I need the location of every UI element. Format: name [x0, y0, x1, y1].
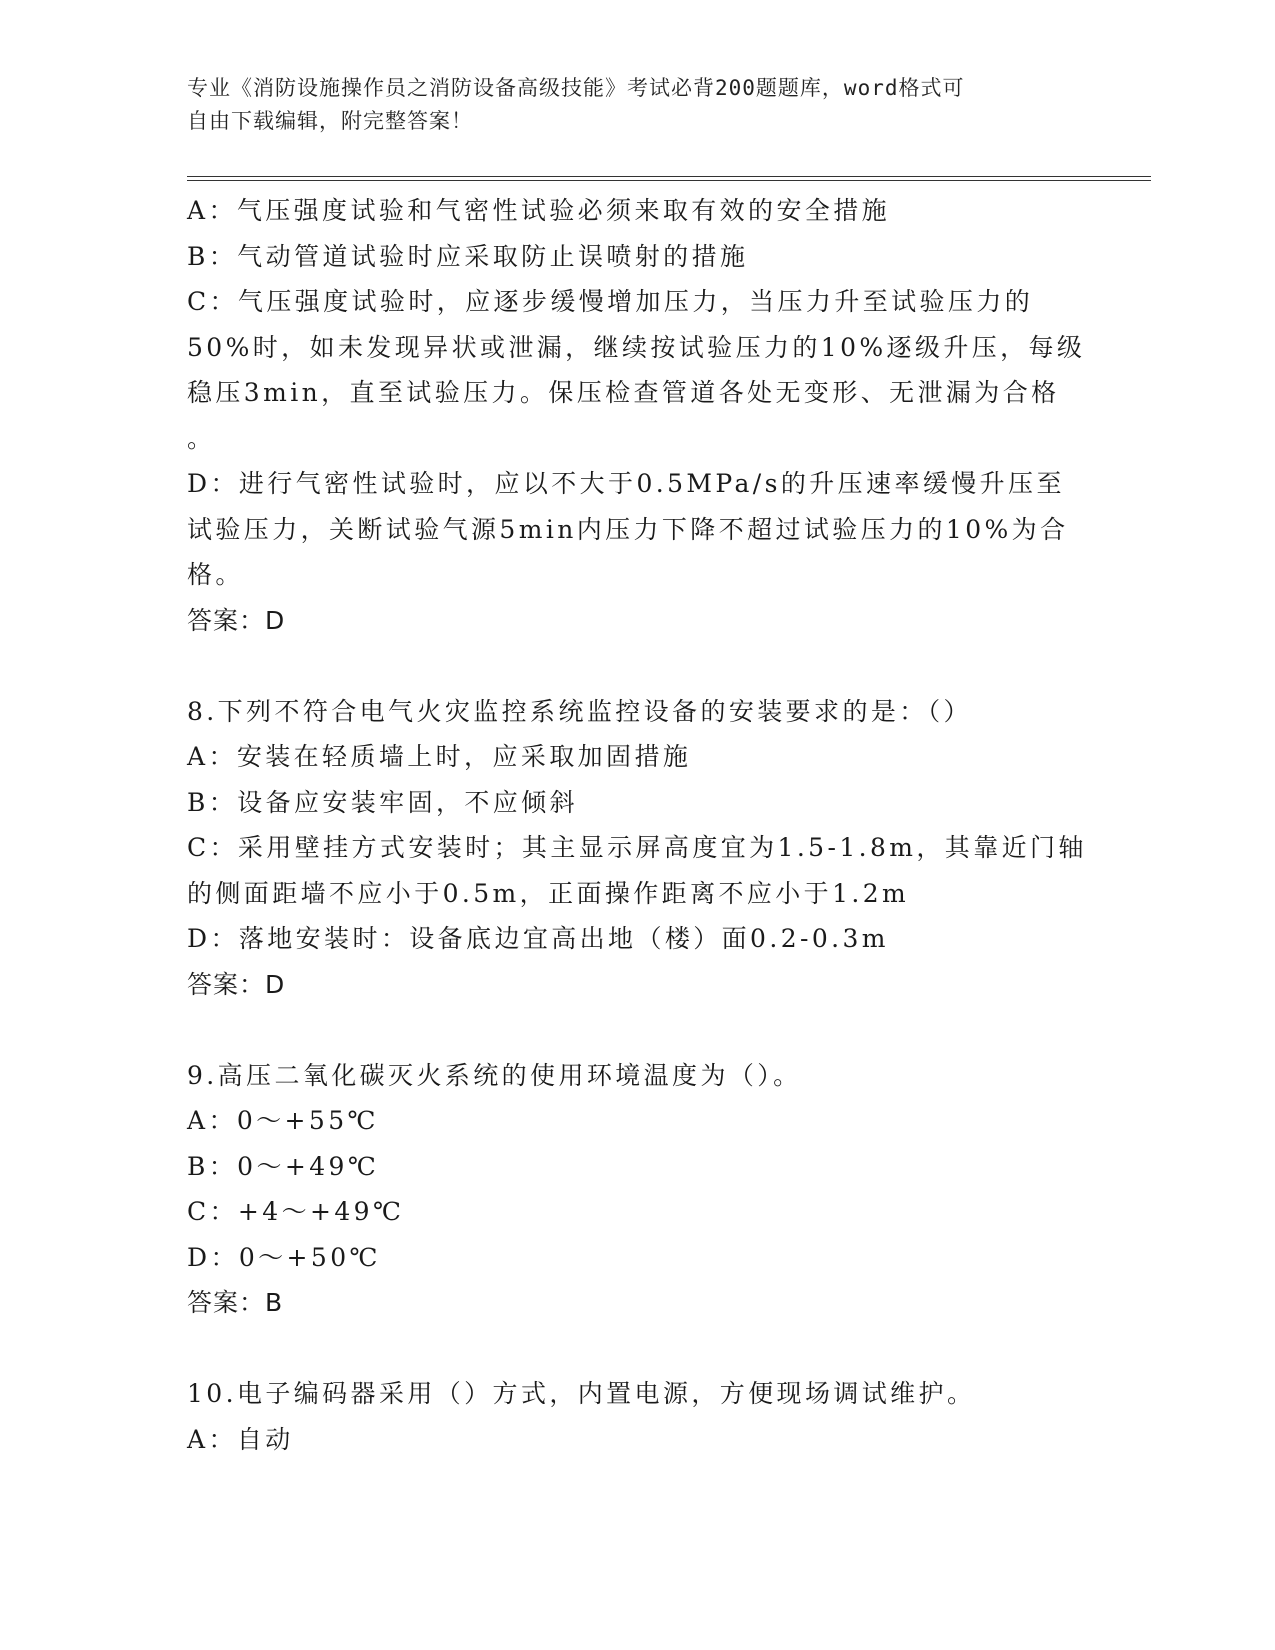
q9-option-d: D：0～+50℃ [187, 1242, 381, 1272]
q8-option-c-line-1: C：采用壁挂方式安装时；其主显示屏高度宜为1.5-1.8m，其靠近门轴 [187, 833, 1087, 862]
q7-option-d-line-1: D：进行气密性试验时，应以不大于0.5MPa/s的升压速率缓慢升压至 [187, 469, 1065, 498]
question-8-block [187, 689, 1087, 1008]
q9-option-b: B：0～+49℃ [187, 1151, 380, 1181]
q8-question: 8.下列不符合电气火灾监控系统监控设备的安装要求的是：（） [187, 696, 972, 726]
q8-option-d: D：落地安装时：设备底边宜高出地（楼）面0.2-0.3m [187, 924, 889, 953]
q9-answer: 答案：B [187, 1288, 284, 1317]
spacer [187, 1326, 1087, 1372]
q7-option-c-line-1: C：气压强度试验时，应逐步缓慢增加压力，当压力升至试验压力的 [187, 287, 1034, 316]
q7-option-c-line-3: 稳压3min，直至试验压力。保压检查管道各处无变形、无泄漏为合格 [187, 378, 1060, 407]
q7-option-d-line-3: 格。 [187, 560, 244, 589]
q7-option-a: A：气压强度试验和气密性试验必须来取有效的安全措施 [187, 196, 891, 225]
question-7-block [187, 188, 1087, 643]
q8-option-a: A：安装在轻质墙上时，应采取加固措施 [187, 742, 692, 771]
q7-option-d-line-2: 试验压力，关断试验气源5min内压力下降不超过试验压力的10%为合 [187, 514, 1069, 544]
q10-option-a: A：自动 [187, 1424, 294, 1454]
q10-question: 10.电子编码器采用（）方式，内置电源，方便现场调试维护。 [187, 1379, 976, 1408]
q9-question: 9.高压二氧化碳灭火系统的使用环境温度为（）。 [187, 1060, 802, 1090]
header-line-2: 自由下载编辑，附完整答案！ [187, 109, 473, 133]
q7-option-b: B：气动管道试验时应采取防止误喷射的措施 [187, 241, 749, 271]
header-double-rule [187, 176, 1151, 181]
spacer [187, 1007, 1087, 1053]
header-line-1: 专业《消防设施操作员之消防设备高级技能》考试必背200题题库，word格式可 [187, 76, 965, 100]
q8-answer: 答案：D [187, 969, 286, 999]
spacer [187, 643, 1087, 689]
q9-option-c: C：+4～+49℃ [187, 1197, 405, 1226]
q7-option-c-line-4: 。 [187, 423, 216, 453]
q9-option-a: A：0～+55℃ [187, 1106, 379, 1135]
question-10-block [187, 1371, 1087, 1462]
document-header [187, 72, 1087, 138]
document-body [187, 188, 1087, 1462]
q7-answer: 答案：D [187, 605, 286, 635]
question-9-block [187, 1053, 1087, 1326]
q8-option-b: B：设备应安装牢固，不应倾斜 [187, 787, 578, 817]
q8-option-c-line-2: 的侧面距墙不应小于0.5m，正面操作距离不应小于1.2m [187, 878, 910, 908]
q7-option-c-line-2: 50%时，如未发现异状或泄漏，继续按试验压力的10%逐级升压，每级 [187, 332, 1086, 362]
